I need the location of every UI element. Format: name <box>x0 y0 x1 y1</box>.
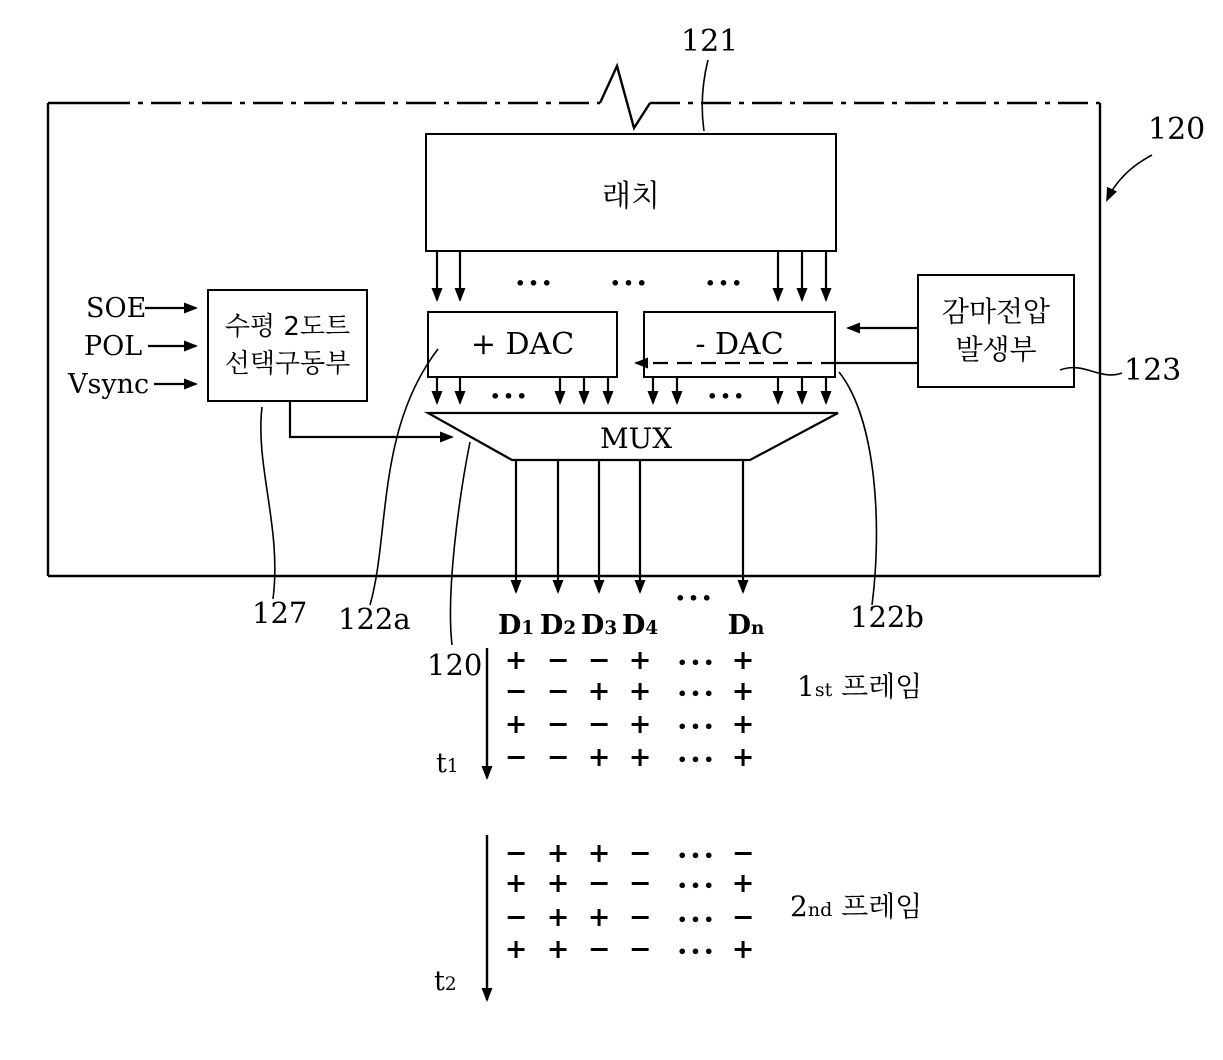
ellipsis-dots: ••• <box>705 273 745 293</box>
mux-label: MUX <box>600 422 673 455</box>
leader-120-top <box>1107 155 1152 200</box>
polarity-cell: + <box>504 868 528 899</box>
polarity-cell: − <box>546 676 570 707</box>
ref-label-120-top: 120 <box>1148 112 1206 147</box>
polarity-cell: − <box>628 838 652 869</box>
gamma-voltage-generator-block <box>917 274 1075 388</box>
polarity-cell: + <box>504 709 528 740</box>
polarity-cell: + <box>628 709 652 740</box>
signal-label-soe: SOE <box>86 293 147 324</box>
polarity-cell: + <box>587 676 611 707</box>
leader-122b <box>839 372 876 605</box>
polarity-cell: ••• <box>677 942 717 961</box>
ref-label-127: 127 <box>252 596 308 630</box>
plus-dac-label: + DAC <box>470 327 575 362</box>
polarity-cell: + <box>731 934 755 965</box>
polarity-cell: ••• <box>677 717 717 736</box>
polarity-cell: − <box>731 838 755 869</box>
ref-label-120-bottom: 120 <box>427 648 483 682</box>
output-label-d4: D4 <box>621 610 659 641</box>
polarity-cell: ••• <box>677 846 717 865</box>
ref-label-122b: 122b <box>850 600 924 634</box>
time-label-t1: t1 <box>436 748 459 779</box>
polarity-cell: − <box>504 838 528 869</box>
polarity-cell: + <box>504 934 528 965</box>
plus-dac-block <box>427 311 618 378</box>
polarity-cell: − <box>504 742 528 773</box>
polarity-cell: − <box>731 902 755 933</box>
selector-label-line2: 선택구동부 <box>224 348 351 379</box>
polarity-cell: ••• <box>677 910 717 929</box>
time-label-t2: t2 <box>434 966 457 997</box>
leader-127 <box>261 407 275 599</box>
polarity-cell: − <box>587 709 611 740</box>
latch-block <box>425 133 837 252</box>
ellipsis-dots: ••• <box>515 273 555 293</box>
leader-121 <box>702 60 708 131</box>
polarity-cell: − <box>504 902 528 933</box>
polarity-cell: + <box>587 742 611 773</box>
polarity-cell: + <box>731 742 755 773</box>
polarity-cell: − <box>587 868 611 899</box>
ellipsis-dots: ••• <box>490 386 530 406</box>
polarity-cell: − <box>628 868 652 899</box>
polarity-cell: + <box>546 868 570 899</box>
polarity-cell: − <box>628 902 652 933</box>
polarity-cell: − <box>546 709 570 740</box>
leader-122a <box>370 349 438 605</box>
polarity-cell: + <box>546 934 570 965</box>
minus-dac-block <box>643 311 836 378</box>
polarity-cell: + <box>587 902 611 933</box>
ellipsis-dots: ••• <box>675 588 715 608</box>
polarity-cell: − <box>587 645 611 676</box>
output-label-d2: D2 <box>539 610 577 641</box>
polarity-cell: + <box>546 838 570 869</box>
latch-label: 래치 <box>602 178 660 214</box>
ellipsis-dots: ••• <box>707 386 747 406</box>
polarity-cell: + <box>731 676 755 707</box>
polarity-cell: + <box>546 902 570 933</box>
gamma-label-line2: 발생부 <box>955 333 1037 366</box>
minus-dac-label: - DAC <box>695 327 784 362</box>
polarity-cell: ••• <box>677 653 717 672</box>
polarity-cell: ••• <box>677 750 717 769</box>
polarity-cell: + <box>587 838 611 869</box>
polarity-cell: + <box>731 868 755 899</box>
selector-to-mux-arrow <box>290 402 452 437</box>
polarity-cell: + <box>731 645 755 676</box>
polarity-cell: − <box>628 934 652 965</box>
mux-output-arrows <box>516 460 743 592</box>
polarity-cell: − <box>587 934 611 965</box>
ref-label-121: 121 <box>681 24 739 59</box>
gamma-label-line1: 감마전압 <box>941 295 1051 329</box>
signal-label-pol: POL <box>84 331 143 362</box>
polarity-cell: + <box>628 645 652 676</box>
output-label-d3: D3 <box>580 610 618 641</box>
polarity-cell: + <box>628 742 652 773</box>
input-signal-arrows <box>145 308 196 384</box>
polarity-cell: − <box>546 645 570 676</box>
polarity-cell: − <box>546 742 570 773</box>
output-label-d1: D1 <box>497 610 535 641</box>
polarity-cell: + <box>628 676 652 707</box>
frame2-caption: 2nd 프레임 <box>790 890 923 923</box>
horizontal-2dot-selector-block <box>207 289 368 402</box>
signal-label-vsync: Vsync <box>68 369 150 400</box>
ref-label-122a: 122a <box>338 602 411 636</box>
selector-label-line1: 수평 2도트 <box>224 312 351 343</box>
polarity-cell: ••• <box>677 876 717 895</box>
polarity-cell: + <box>504 645 528 676</box>
polarity-cell: ••• <box>677 684 717 703</box>
break-symbol <box>600 66 650 128</box>
leader-120-bottom <box>450 442 470 645</box>
ellipsis-dots: ••• <box>610 273 650 293</box>
polarity-cell: + <box>731 709 755 740</box>
polarity-cell: − <box>504 676 528 707</box>
ref-label-123: 123 <box>1124 353 1182 388</box>
frame1-caption: 1st 프레임 <box>797 670 923 703</box>
output-label-dn: Dn <box>727 610 765 641</box>
